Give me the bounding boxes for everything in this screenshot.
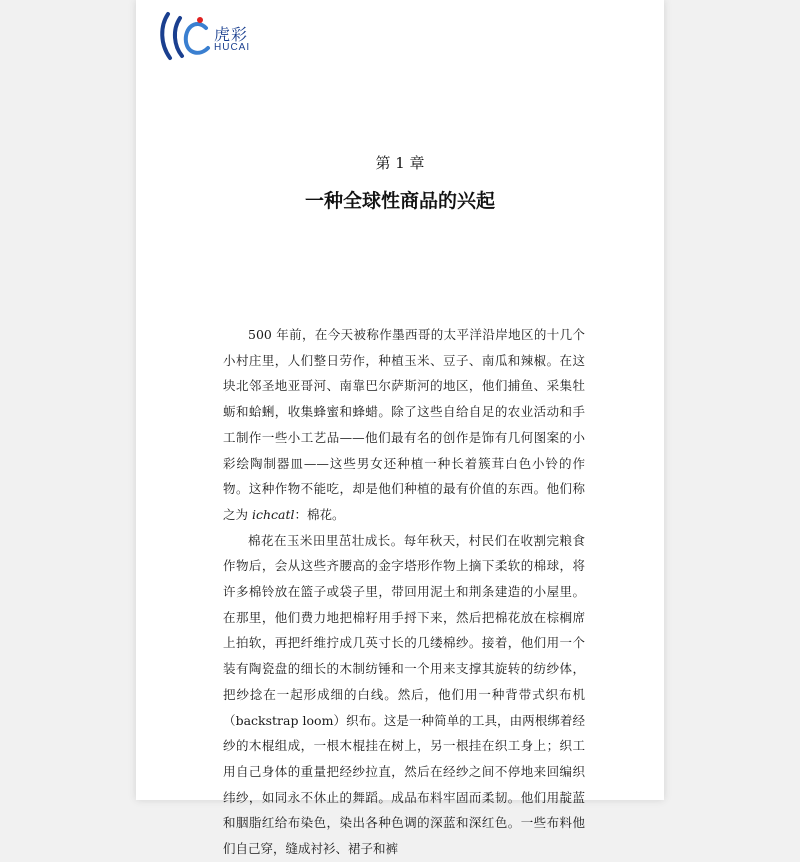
book-page bbox=[136, 0, 664, 857]
paragraph-text: 棉花在玉米田里茁壮成长。每年秋天，村民们在收割完粮食作物后，会从这些齐腰高的金字塔形作物上摘下柔软的棉球，将许多棉铃放在篮子或袋子里，带回用泥土和荆条建造的小屋里。在那里，他们费力地把棉籽用手捋下来，然后把棉花放在棕榈席上拍软，再把纤维拧成几英寸长的几缕棉纱。接着，他们用一个装有陶瓷盘的细长的木制纺锤和一个用来支撑其旋转的纺纱体，把纱捻在一起形成细的白线。然后，他们用一种背带式织布机（backstrap loom）织布。这是一种简单的工具，由两根绑着经纱的木棍组成，一根木棍挂在树上，另一根挂在织工身上；织工用自己身体的重量把经纱拉直，然后在经纱之间不停地来回编织纬纱，如同永不休止的舞蹈。成品布料牢固而柔韧。他们用靛蓝和胭脂红给布染色，染出各种色调的深蓝和深红色。一些布料他们自己穿，缝成衬衫、裙子和裤 bbox=[223, 532, 585, 857]
paragraph bbox=[223, 322, 585, 528]
paragraph-emphasis: ichcatl bbox=[251, 506, 295, 522]
paragraph-text: ：棉花。 bbox=[294, 506, 345, 522]
hucai-logo-icon bbox=[154, 8, 214, 64]
chapter-number: 第 1 章 bbox=[375, 154, 425, 172]
hucai-logo bbox=[154, 8, 274, 64]
logo-text-en: HUCAI bbox=[214, 42, 251, 53]
body-text bbox=[223, 322, 585, 862]
chapter-title: 一种全球性商品的兴起 bbox=[304, 190, 495, 212]
paragraph-text: 500 年前，在今天被称作墨西哥的太平洋沿岸地区的十几个小村庄里，人们整日劳作，种植玉米、豆子、南瓜和辣椒。在这块北邻圣地亚哥河、南靠巴尔萨斯河的地区，他们捕鱼、采集牡蛎和蛤蜊，收集蜂蜜和蜂蜡。除了这些自给自足的农业活动和手工制作一些小工艺品——他们最有名的创作是饰有几何图案的小彩绘陶制器皿——这些男女还种植一种长着簇茸白色小铃的作物。这种作物不能吃，却是他们种植的最有价值的东西。他们称之为 bbox=[223, 327, 585, 522]
logo-text-cn: 虎彩 bbox=[214, 25, 249, 44]
paragraph bbox=[223, 528, 585, 862]
